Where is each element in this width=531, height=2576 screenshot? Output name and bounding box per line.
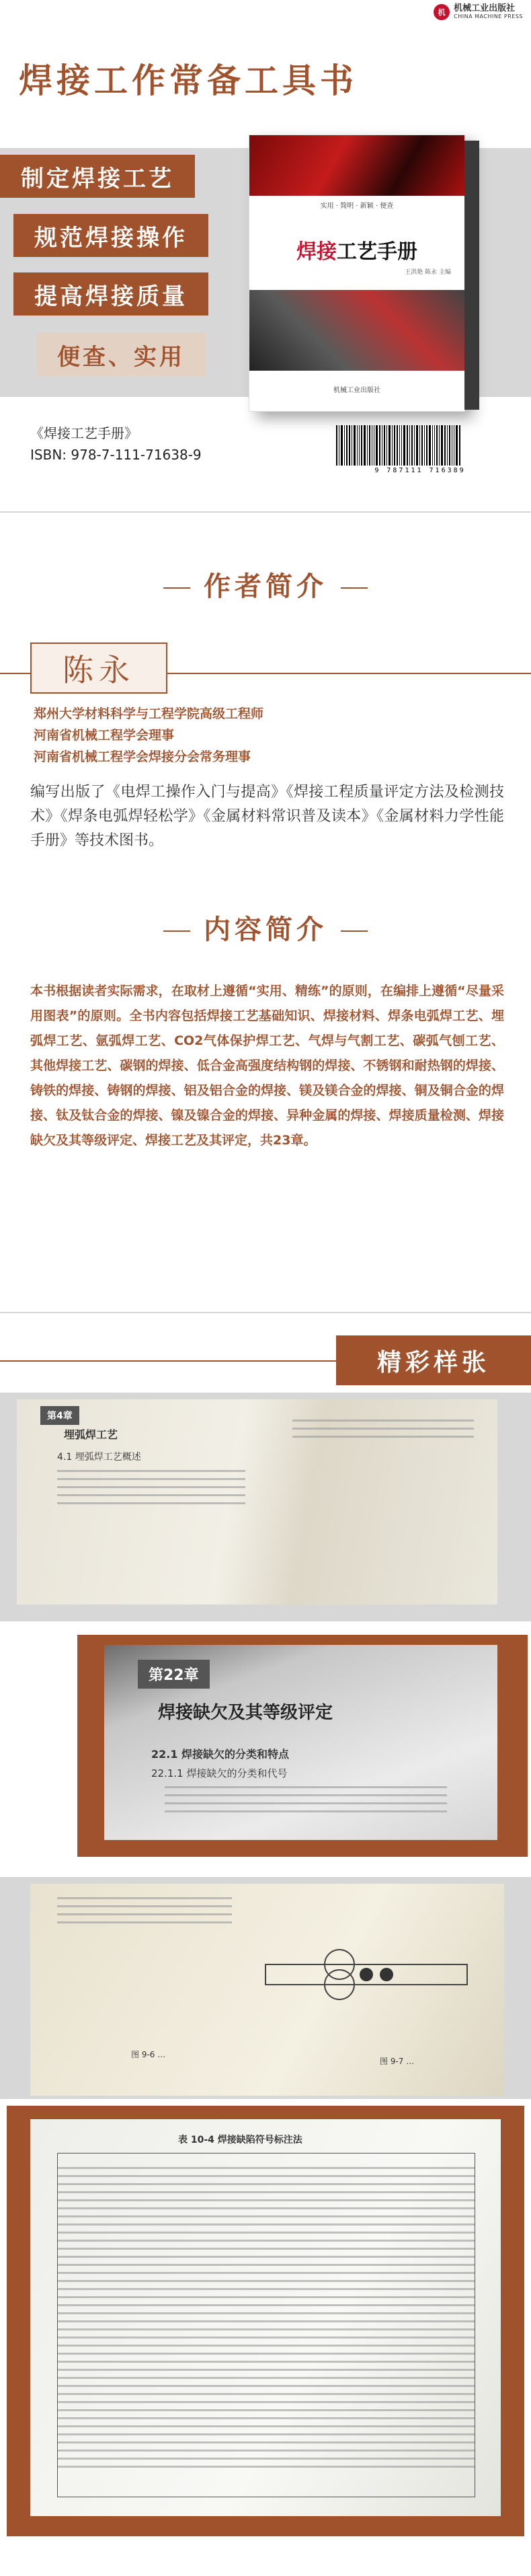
barcode-number: 9 787111 716389: [374, 467, 466, 474]
book-isbn: ISBN: 978-7-111-71638-9: [30, 447, 202, 463]
author-section-heading: 作者简介: [0, 565, 531, 603]
sample-2-sec1: 22.1 焊接缺欠的分类和特点: [151, 1748, 290, 1761]
sample-1-chapter: 第4章: [40, 1406, 79, 1425]
book-title-prefix: 焊接: [296, 240, 337, 264]
barcode-bar: [344, 425, 345, 466]
sample-page-2: [104, 1645, 497, 1840]
barcode-bar: [403, 425, 405, 466]
book-cover-photo: [249, 290, 464, 371]
barcode-bar: [432, 425, 433, 466]
sample-page-3: [30, 1884, 504, 2096]
barcode-bar: [359, 425, 360, 466]
barcode-bar: [336, 425, 337, 466]
barcode-bar: [426, 425, 427, 466]
book-cover-authors: 王洪艳 陈永 主编: [405, 269, 451, 276]
sample-4-table-rows: [58, 2167, 475, 2474]
barcode-bar: [379, 425, 380, 466]
barcode-bar: [367, 425, 368, 466]
publisher-logo: [434, 4, 523, 20]
tagline-1: 制定焊接工艺: [0, 155, 195, 198]
barcode-bar: [376, 425, 378, 466]
barcode: [336, 425, 504, 466]
barcode-bar: [439, 425, 440, 466]
publisher-name-cn: 机械工业出版社: [454, 3, 516, 13]
barcode-bar: [399, 425, 400, 466]
book-cover-publisher: 机械工业出版社: [333, 387, 380, 394]
sample-2-text-lines: [165, 1786, 447, 1818]
author-title-2: 河南省机械工程学会理事: [34, 728, 175, 743]
barcode-bar: [429, 425, 431, 466]
barcode-bar: [414, 425, 415, 466]
sample-4-table: [57, 2153, 475, 2497]
barcode-bar: [434, 425, 435, 466]
author-name: 陈永: [30, 642, 167, 694]
barcode-bar: [397, 425, 398, 466]
divider: [0, 1312, 531, 1313]
book-spine: [464, 141, 479, 410]
sample-1-text-lines: [57, 1470, 245, 1510]
hero-title: 焊接工作常备工具书: [19, 61, 358, 100]
content-body: 本书根据读者实际需求，在取材上遵循“实用、精练”的原则，在编排上遵循“尽量采用图表”的原则。全书内容包括焊接工艺基础知识、焊接材料、焊条电弧焊工艺、埋弧焊工艺、氩弧焊工艺、CO2气体保护焊工艺、气焊与气割工艺、碳弧气刨工艺、其他焊接工艺、碳钢的焊接、低合金高强度结构钢的焊接、不锈钢和耐热钢的焊接、铸铁的焊接、铸钢的焊接、铝及铝合金的焊接、镁及镁合金的焊接、铜及铜合金的焊接、钛及钛合金的焊接、镍及镍合金的焊接、异种金属的焊接、焊接质量检测、焊接缺欠及其等级评定、焊接工艺及其评定，共23章。: [30, 984, 504, 1148]
barcode-bar: [407, 425, 408, 466]
book-cover-title: [249, 235, 464, 264]
publisher-name-en: CHINA MACHINE PRESS: [454, 13, 523, 20]
barcode-bar: [369, 425, 370, 466]
samples-line: [0, 1360, 336, 1362]
book-cover-image-top: [249, 135, 464, 196]
sample-4-table-title: 表 10-4 焊接缺陷符号标注法: [178, 2135, 302, 2145]
barcode-bar: [357, 425, 358, 466]
barcode-bar: [354, 425, 356, 466]
barcode-bar: [456, 425, 458, 466]
sample-2-sec2: 22.1.1 焊接缺欠的分类和代号: [151, 1767, 288, 1779]
barcode-bar: [389, 425, 391, 466]
barcode-bar: [394, 425, 395, 466]
book-info: [30, 422, 202, 466]
barcode-bar: [346, 425, 348, 466]
barcode-bar: [441, 425, 443, 466]
barcode-bar: [384, 425, 385, 466]
book-name: 《焊接工艺手册》: [30, 425, 138, 441]
author-titles: [34, 703, 263, 768]
publisher-logo-icon: 机: [434, 4, 450, 20]
barcode-bar: [386, 425, 387, 466]
barcode-bar: [364, 425, 366, 466]
barcode-bar: [436, 425, 438, 466]
barcode-bar: [341, 425, 343, 466]
samples-heading: 精彩样张: [336, 1335, 531, 1385]
sample-3-diagram: [259, 1938, 487, 2038]
author-bio: 编写出版了《电焊工操作入门与提高》《焊接工程质量评定方法及检测技术》《焊条电弧焊轻松学》《金属材料常识普及读本》《金属材料力学性能手册》等技术图书。: [30, 784, 504, 849]
barcode-bar: [392, 425, 393, 466]
barcode-bar: [409, 425, 410, 466]
sample-1-title: 埋弧焊工艺: [64, 1428, 118, 1441]
tagline-4: 便查、实用: [37, 333, 205, 376]
barcode-bar: [444, 425, 446, 466]
sample-2-title: 焊接缺欠及其等级评定: [158, 1703, 333, 1723]
sample-3-caption-b: 图 9-7 …: [380, 2057, 415, 2066]
barcode-bar: [419, 425, 420, 466]
author-title-3: 河南省机械工程学会焊接分会常务理事: [34, 749, 251, 764]
barcode-bar: [459, 425, 460, 466]
divider: [0, 511, 531, 513]
barcode-bar: [449, 425, 450, 466]
barcode-bar: [361, 425, 362, 466]
tagline-3: 提高焊接质量: [13, 272, 208, 316]
sample-3-caption-a: 图 9-6 …: [131, 2050, 166, 2059]
barcode-bar: [424, 425, 425, 466]
barcode-bar: [411, 425, 413, 466]
sample-3-text-lines: [57, 1897, 232, 1929]
barcode-bar: [447, 425, 448, 466]
barcode-bar: [416, 425, 418, 466]
book-cover-subtitle: 实用 · 简明 · 新颖 · 便查: [320, 203, 394, 210]
tagline-2: 规范焊接操作: [13, 214, 208, 257]
content-section-heading: 内容简介: [0, 908, 531, 947]
barcode-bar: [421, 425, 423, 466]
sample-2-chapter: 第22章: [138, 1660, 210, 1689]
author-title-1: 郑州大学材料科学与工程学院高级工程师: [34, 706, 264, 721]
sample-1-section: 4.1 埋弧焊工艺概述: [57, 1452, 141, 1463]
sample-page-4: [30, 2119, 501, 2516]
sample-page-1: [17, 1399, 497, 1605]
book-title-suffix: 工艺手册: [337, 240, 417, 264]
sample-1-text-lines-right: [292, 1420, 474, 1444]
barcode-bar: [349, 425, 350, 466]
book-cover: [249, 135, 465, 412]
barcode-bar: [401, 425, 402, 466]
